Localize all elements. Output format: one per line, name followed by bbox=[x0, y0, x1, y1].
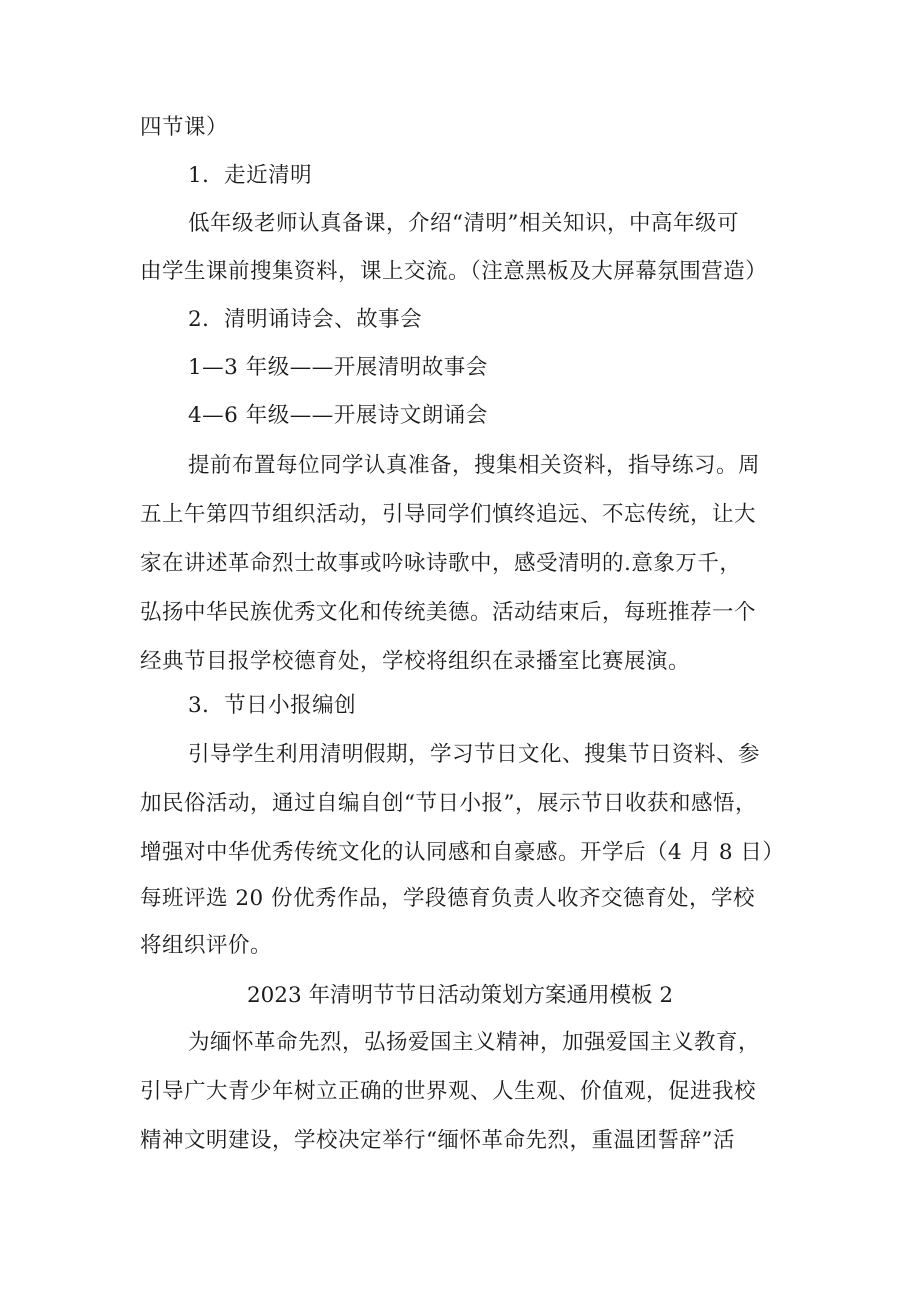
body-line: 五上午第四节组织活动，引导同学们慎终追远、不忘传统，让大 bbox=[140, 502, 757, 527]
body-line: 家在讲述革命烈士故事或吟咏诗歌中，感受清明的.意象万千， bbox=[140, 551, 742, 576]
body-line: 4—6 年级——开展诗文朗诵会 bbox=[188, 403, 488, 428]
body-line: 由学生课前搜集资料，课上交流。（注意黑板及大屏幕氛围营造） bbox=[140, 259, 768, 284]
body-line: 引导广大青少年树立正确的世界观、人生观、价值观，促进我校 bbox=[140, 1079, 757, 1104]
body-line: 1—3 年级——开展清明故事会 bbox=[188, 355, 488, 380]
body-line: 引导学生利用清明假期，学习节日文化、搜集节日资料、参 bbox=[188, 742, 761, 767]
body-line: 四节课） bbox=[140, 115, 229, 140]
item-heading-3: 3．节日小报编创 bbox=[188, 693, 357, 718]
body-line: 为缅怀革命先烈，弘扬爱国主义精神，加强爱国主义教育， bbox=[188, 1030, 761, 1055]
item-heading-1: 1．走近清明 bbox=[188, 163, 313, 188]
body-line: 增强对中华优秀传统文化的认同感和自豪感。开学后（4 月 8 日） bbox=[140, 840, 785, 865]
body-line: 弘扬中华民族优秀文化和传统美德。活动结束后，每班推荐一个 bbox=[140, 600, 757, 625]
body-line: 提前布置每位同学认真准备，搜集相关资料，指导练习。周 bbox=[188, 453, 761, 478]
section-title: 2023 年清明节节日活动策划方案通用模板 2 bbox=[246, 983, 674, 1008]
body-line: 经典节目报学校德育处，学校将组织在录播室比赛展演。 bbox=[140, 649, 691, 674]
body-line: 精神文明建设，学校决定举行“缅怀革命先烈，重温团誓辞”活 bbox=[140, 1128, 735, 1153]
body-line: 将组织评价。 bbox=[140, 933, 273, 958]
item-heading-2: 2．清明诵诗会、故事会 bbox=[188, 307, 423, 332]
body-line: 低年级老师认真备课，介绍“清明”相关知识，中高年级可 bbox=[188, 211, 739, 236]
body-line: 每班评选 20 份优秀作品，学段德育负责人收齐交德育处，学校 bbox=[140, 886, 756, 911]
body-line: 加民俗活动，通过自编自创“节日小报”，展示节日收获和感悟， bbox=[140, 791, 757, 816]
